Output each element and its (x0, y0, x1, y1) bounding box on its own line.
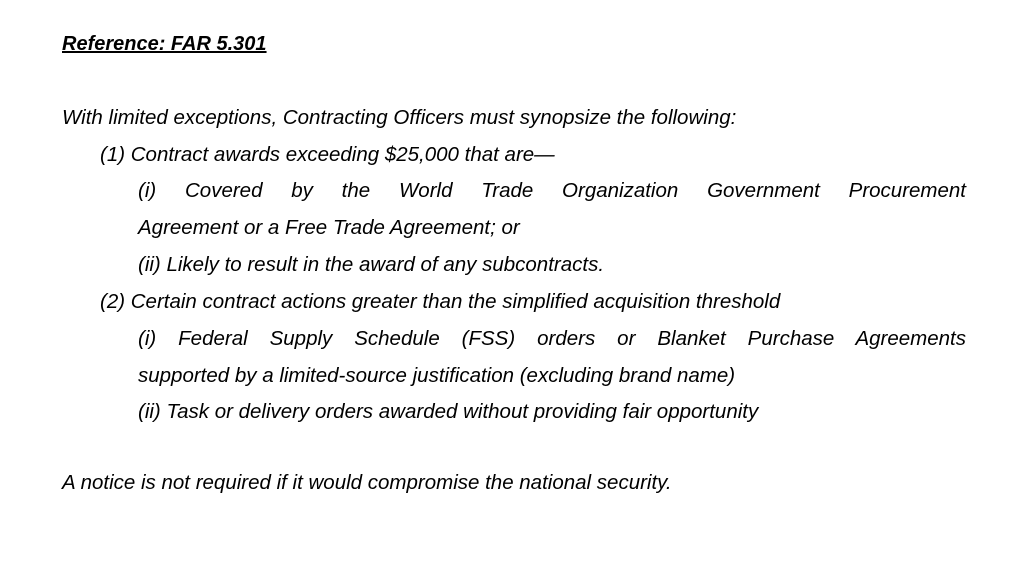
footer-note: A notice is not required if it would compromise the national security. (62, 471, 672, 494)
item-1-subitem-2: (ii) Likely to result in the award of any subcontracts. (138, 253, 605, 276)
item-1-label: (1) Contract awards exceeding $25,000 that are— (100, 143, 555, 166)
reference-heading (62, 31, 277, 57)
item-2-subitem-1-line-1: (i) Federal Supply Schedule (FSS) orders or Blanket Purchase Agreements (138, 327, 966, 350)
item-1-subitem-1-line-1: (i) Covered by the World Trade Organization Government Procurement (138, 179, 966, 202)
item-2-subitem-1-line-2: supported by a limited-source justification (excluding brand name) (138, 364, 736, 387)
item-2-subitem-2: (ii) Task or delivery orders awarded without providing fair opportunity (138, 400, 759, 423)
item-2-label: (2) Certain contract actions greater than the simplified acquisition threshold (100, 290, 781, 313)
reference-heading-text: Reference: FAR 5.301 (62, 33, 267, 55)
intro-text: With limited exceptions, Contracting Officers must synopsize the following: (62, 106, 737, 129)
item-1-subitem-1-line-2: Agreement or a Free Trade Agreement; or (138, 216, 520, 239)
